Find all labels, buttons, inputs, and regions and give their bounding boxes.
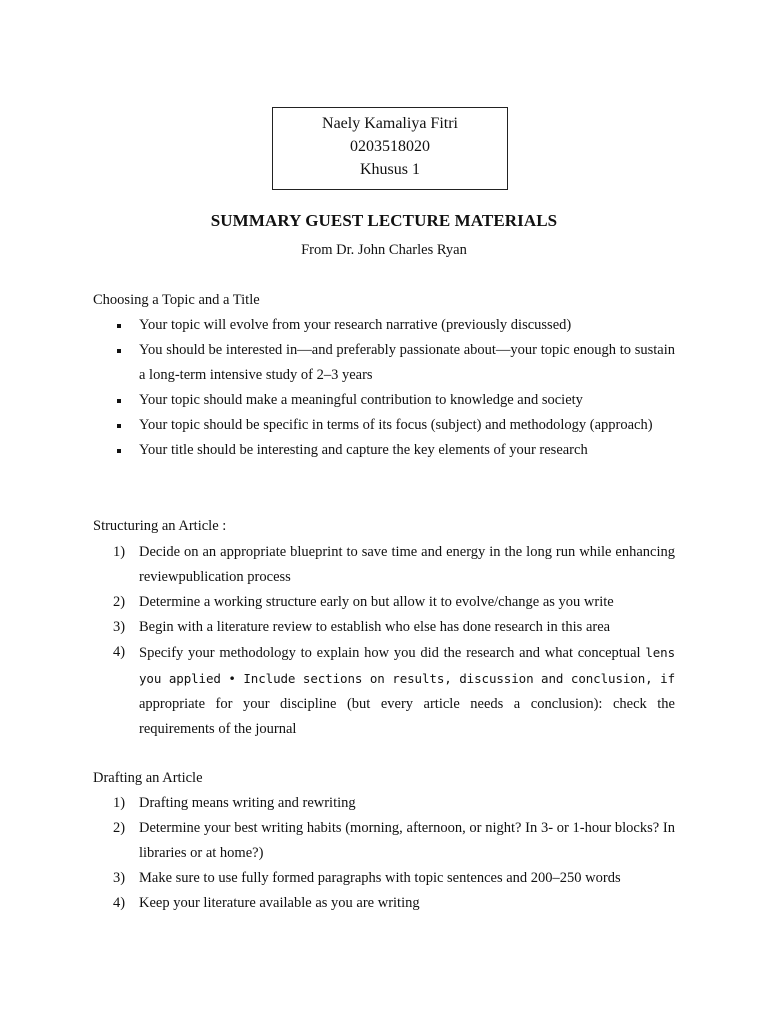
bullet-icon [117,424,121,428]
section-heading-choosing-topic: Choosing a Topic and a Title [93,292,260,308]
list-item: 4) Specify your methodology to explain how you did the research and what conceptual lens you applied • Include sections on results, discussion and conclusion, if appropriate for your discipline (but every article needs a conclusion): check the requirements of the journal [113,644,676,737]
list-item: Your topic will evolve from your research narrative (previously discussed) [93,313,675,338]
drafting-numbered-list [93,791,675,916]
structuring-numbered-list [93,540,675,742]
bullet-icon [117,349,121,353]
list-item: Your topic should be specific in terms of its focus (subject) and methodology (approach) [93,413,675,438]
student-id: 0203518020 [350,138,430,155]
student-info-box [272,107,508,190]
list-item: 3) Begin with a literature review to establish who else has done research in this area [113,619,611,635]
bullet-icon [117,324,121,328]
list-item: 2) Determine your best writing habits (morning, afternoon, or night? In 3- or 1-hour blocks? In libraries or at home?) [113,820,675,861]
bullet-icon [117,449,121,453]
list-item: 1) Drafting means writing and rewriting [113,795,356,811]
list-item: 4) Keep your literature available as you are writing [113,895,420,911]
student-name: Naely Kamaliya Fitri [322,115,458,132]
section-heading-drafting: Drafting an Article [93,770,203,786]
document-title: SUMMARY GUEST LECTURE MATERIALS [210,211,558,230]
list-item: 1) Decide on an appropriate blueprint to save time and energy in the long run while enhancing reviewpublication process [113,544,675,585]
list-item: 2) Determine a working structure early on but allow it to evolve/change as you write [113,594,614,610]
list-item: Your title should be interesting and capture the key elements of your research [93,438,675,463]
bullet-icon [117,399,121,403]
list-item: You should be interested in—and preferably passionate about—your topic enough to sustain a long-term intensive study of 2–3 years [93,338,675,388]
student-class: Khusus 1 [359,161,420,178]
document-subtitle: From Dr. John Charles Ryan [301,242,467,258]
topic-bullet-list [93,313,675,463]
list-item: Your topic should make a meaningful contribution to knowledge and society [93,388,675,413]
section-heading-structuring: Structuring an Article : [93,518,227,534]
list-item: 3) Make sure to use fully formed paragraphs with topic sentences and 200–250 words [113,870,621,886]
